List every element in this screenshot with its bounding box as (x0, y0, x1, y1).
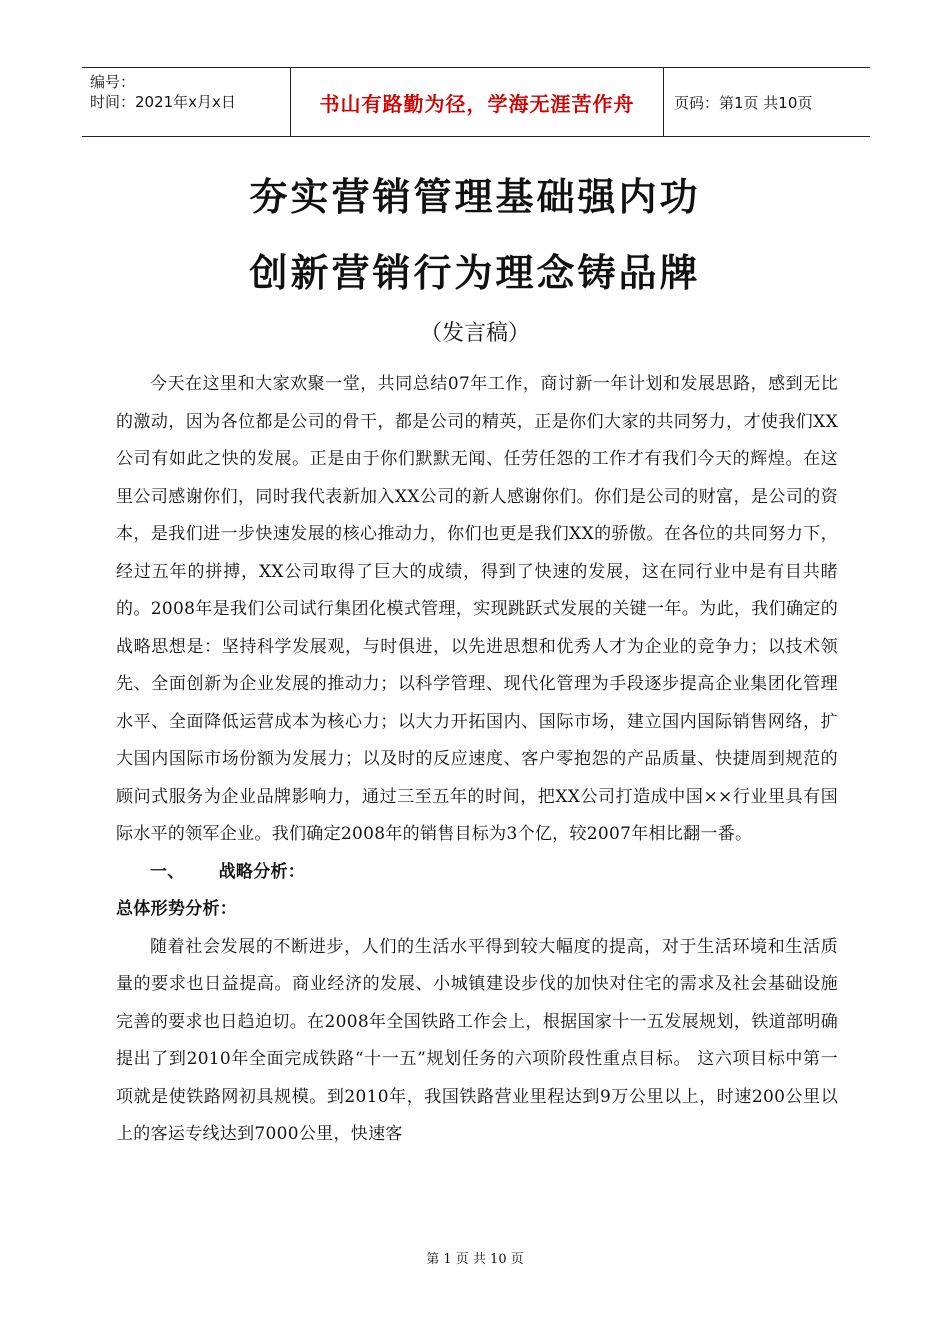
section-heading (116, 854, 838, 892)
document-body (116, 366, 838, 1154)
document-number: 编号： (90, 73, 136, 91)
title-line-2: 创新营销行为理念铸品牌 (249, 250, 701, 295)
paragraph-situation: 随着社会发展的不断进步，人们的生活水平得到较大幅度的提高，对于生活环境和生活质量的要求也日益提高。商业经济的发展、小城镇建设步伐的加快对住宅的需求及社会基础设施完善的要求也日趋迫切。在2008年全国铁路工作会上，根据国家十一五发展规划，铁道部明确提出了到2010年全面完成铁路“十一五”规划任务的六项阶段性重点目标。 这六项目标中第一项就是使铁路网初具规模。到2010年，我国铁路营业里程达到9万公里以上，时速200公里以上的客运专线达到7000公里，快速客 (116, 936, 838, 1144)
title-line-1: 夯实营销管理基础强内功 (249, 174, 701, 219)
header-left-cell (82, 68, 290, 136)
page-footer: 第 1 页 共 10 页 (426, 1252, 524, 1267)
paragraph-intro: 今天在这里和大家欢聚一堂，共同总结07年工作，商讨新一年计划和发展思路，感到无比的激动，因为各位都是公司的骨干，都是公司的精英，正是你们大家的共同努力，才使我们XX公司有如此之快的发展。正是由于你们默默无闻、任劳任怨的工作才有我们今天的辉煌。在这里公司感谢你们，同时我代表新加入XX公司的新人感谢你们。你们是公司的财富，是公司的资本，是我们进一步快速发展的核心推动力，你们也更是我们XX的骄傲。在各位的共同努力下，经过五年的拼搏，XX公司取得了巨大的成绩，得到了快速的发展，这在同行业中是有目共睹的。2008年是我们公司试行集团化模式管理，实现跳跃式发展的关键一年。为此，我们确定的战略思想是：坚持科学发展观，与时俱进，以先进思想和优秀人才为企业的竞争力；以技术领先、全面创新为企业发展的推动力；以科学管理、现代化管理为手段逐步提高企业集团化管理水平、全面降低运营成本为核心力；以大力开拓国内、国际市场，建立国内国际销售网络，扩大国内国际市场份额为发展力；以及时的反应速度、客户零抱怨的产品质量、快捷周到规范的顾问式服务为企业品牌影响力，通过三至五年的时间，把XX公司打造成中国××行业里具有国际水平的领军企业。我们确定2008年的销售目标为3个亿，较2007年相比翻一番。 (116, 374, 838, 844)
subtitle: （发言稿） (419, 321, 530, 346)
subsection-heading: 总体形势分析： (116, 899, 238, 919)
page-header (82, 67, 870, 137)
header-motto: 书山有路勤为径，学海无涯苦作舟 (290, 68, 664, 136)
header-page-info: 页码：第1页 共10页 (674, 93, 813, 112)
section-title: 战略分析： (218, 861, 306, 882)
document-date: 时间：2021年x月x日 (90, 93, 236, 111)
section-number: 一、 (150, 861, 185, 882)
